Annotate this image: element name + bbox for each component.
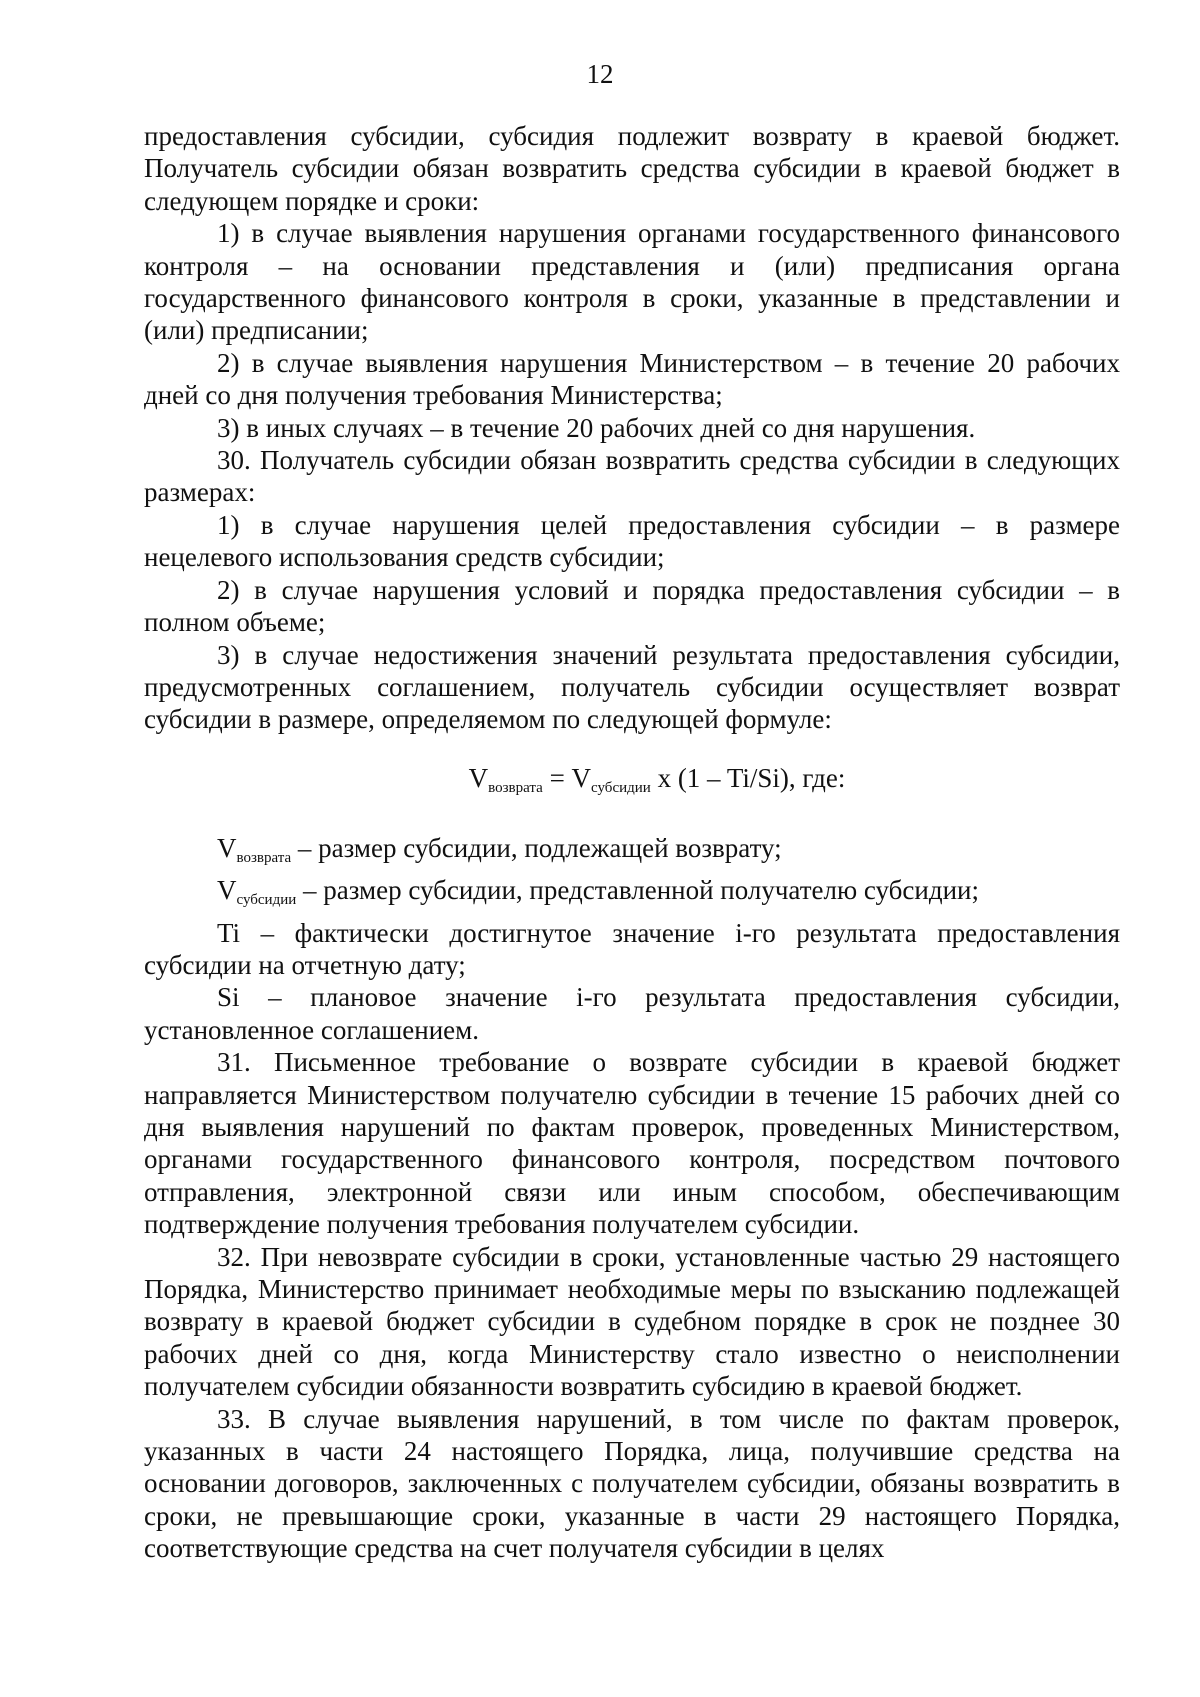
paragraph: 3) в иных случаях – в течение 20 рабочих дней со дня нарушения. bbox=[217, 412, 976, 443]
definition bbox=[144, 832, 1120, 874]
paragraph: 3) в случае недостижения значений результата предоставления субсидии, предусмотренных соглашением, получатель субсидии осуществляет возврат субсидии в размере, определяемом по следующей формуле: bbox=[144, 639, 1120, 735]
paragraph: 2) в случае нарушения условий и порядка предоставления субсидии – в полном объеме; bbox=[144, 574, 1120, 638]
definition-subscript: возврата bbox=[236, 849, 292, 866]
paragraphs-bottom bbox=[144, 1046, 1120, 1565]
definition-symbol: V bbox=[217, 875, 237, 906]
formula-text: = V bbox=[542, 762, 592, 793]
paragraph: 32. При невозврате субсидии в сроки, установленные частью 29 настоящего Порядка, Министерство принимает необходимые меры по взысканию подлежащей возврату в краевой бюджет субсидии в судебном порядке в срок не позднее 30 рабочих дней со дня, когда Министерству стало известно о неисполнении получателем субсидии обязанности возвратить субсидию в краевой бюджет. bbox=[144, 1241, 1120, 1402]
definition-text: – размер субсидии, подлежащей возврату; bbox=[291, 832, 782, 863]
definition-text: – размер субсидии, представленной получателю субсидии; bbox=[296, 875, 979, 906]
formula-subscript: возврата bbox=[488, 779, 543, 796]
paragraph: 31. Письменное требование о возврате субсидии в краевой бюджет направляется Министерством получателю субсидии в течение 15 рабочих дней со дня выявления нарушений по фактам проверок, проведенных Министерством, органами государственного финансового контроля, посредством почтового отправления, электронной связи или иным способом, обеспечивающим подтверждение получения требования получателем субсидии. bbox=[144, 1047, 1120, 1240]
paragraph: 2) в случае выявления нарушения Министерством – в течение 20 рабочих дней со дня получения требования Министерства; bbox=[144, 347, 1120, 411]
formula-symbol: V bbox=[468, 762, 489, 793]
page-number: 12 bbox=[586, 59, 614, 89]
paragraphs-top bbox=[144, 120, 1120, 736]
document-body bbox=[144, 120, 1120, 1565]
definitions bbox=[144, 832, 1120, 1046]
paragraph: 33. В случае выявления нарушений, в том числе по фактам проверок, указанных в части 24 настоящего Порядка, лица, получившие средства на основании договоров, заключенных с получателем субсидии, обязаны возвратить в сроки, не превышающие сроки, указанные в части 29 настоящего Порядка, соответствующие средства на счет получателя субсидии в целях bbox=[144, 1403, 1120, 1564]
formula-subscript: субсидии bbox=[591, 779, 651, 796]
definition-symbol: V bbox=[217, 832, 237, 863]
paragraph: 1) в случае нарушения целей предоставления субсидии – в размере нецелевого использования средств субсидии; bbox=[144, 509, 1120, 573]
definition bbox=[144, 874, 1120, 916]
formula bbox=[144, 760, 1120, 806]
definition: Si – плановое значение i-го результата предоставления субсидии, установленное соглашением. bbox=[144, 982, 1120, 1045]
paragraph: предоставления субсидии, субсидия подлежит возврату в краевой бюджет. Получатель субсидии обязан возвратить средства субсидии в краевой бюджет в следующем порядке и сроки: bbox=[144, 121, 1120, 216]
paragraph: 1) в случае выявления нарушения органами государственного финансового контроля – на основании представления и (или) предписания органа государственного финансового контроля в сроки, указанные в представлении и (или) предписании; bbox=[144, 218, 1120, 346]
definition-subscript: субсидии bbox=[236, 892, 297, 909]
formula-text: x (1 – Ti/Si), где: bbox=[650, 762, 846, 793]
paragraph: 30. Получатель субсидии обязан возвратить средства субсидии в следующих размерах: bbox=[144, 445, 1120, 508]
definition: Ti – фактически достигнутое значение i-го результата предоставления субсидии на отчетную дату; bbox=[144, 917, 1120, 980]
